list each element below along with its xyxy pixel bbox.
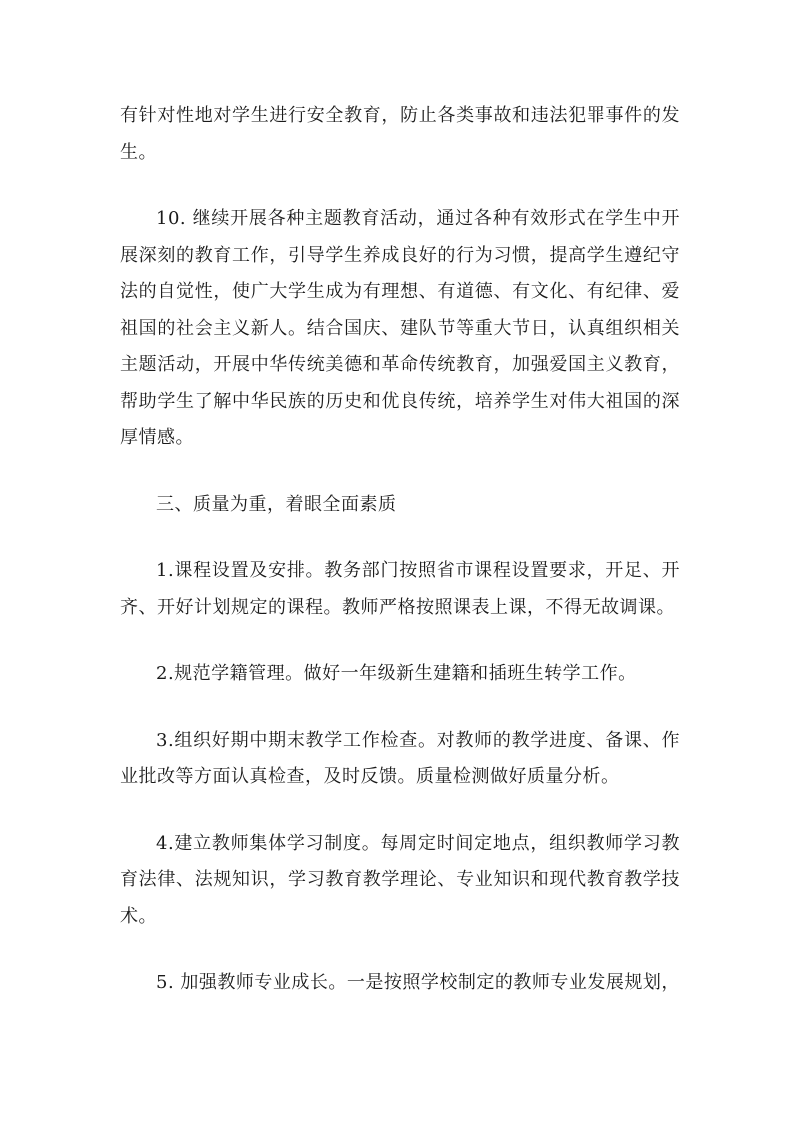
- document-body: [120, 98, 680, 1032]
- paragraph-item-2: 2.规范学籍管理。做好一年级新生建籍和插班生转学工作。: [156, 663, 637, 684]
- section-heading-3: 三、质量为重，着眼全面素质: [156, 493, 397, 515]
- paragraph-item-10: 10. 继续开展各种主题教育活动，通过各种有效形式在学生中开展深刻的教育工作，引导学生养成良好的行为习惯，提高学生遵纪守法的自觉性，使广大学生成为有理想、有道德、有文化、有纪律、爱祖国的社会主义新人。结合国庆、建队节等重大节日，认真组织相关主题活动，开展中华传统美德和革命传统教育，加强爱国主义教育，帮助学生了解中华民族的历史和优良传统，培养学生对伟大祖国的深厚情感。: [120, 208, 680, 448]
- paragraph-item-5: 5. 加强教师专业成长。一是按照学校制定的教师专业发展规划，: [156, 972, 680, 993]
- paragraph-item-1: 1.课程设置及安排。教务部门按照省市课程设置要求，开足、开齐、开好计划规定的课程。教师严格按照课表上课，不得无故调课。: [120, 560, 680, 618]
- paragraph-item-3: 3.组织好期中期末教学工作检查。对教师的教学进度、备课、作业批改等方面认真检查，及时反馈。质量检测做好质量分析。: [120, 729, 680, 787]
- paragraph-item-4: 4.建立教师集体学习制度。每周定时间定地点，组织教师学习教育法律、法规知识，学习教育教学理论、专业知识和现代教育教学技术。: [120, 832, 680, 927]
- paragraph-continuation: 有针对性地对学生进行安全教育，防止各类事故和违法犯罪事件的发生。: [120, 105, 680, 163]
